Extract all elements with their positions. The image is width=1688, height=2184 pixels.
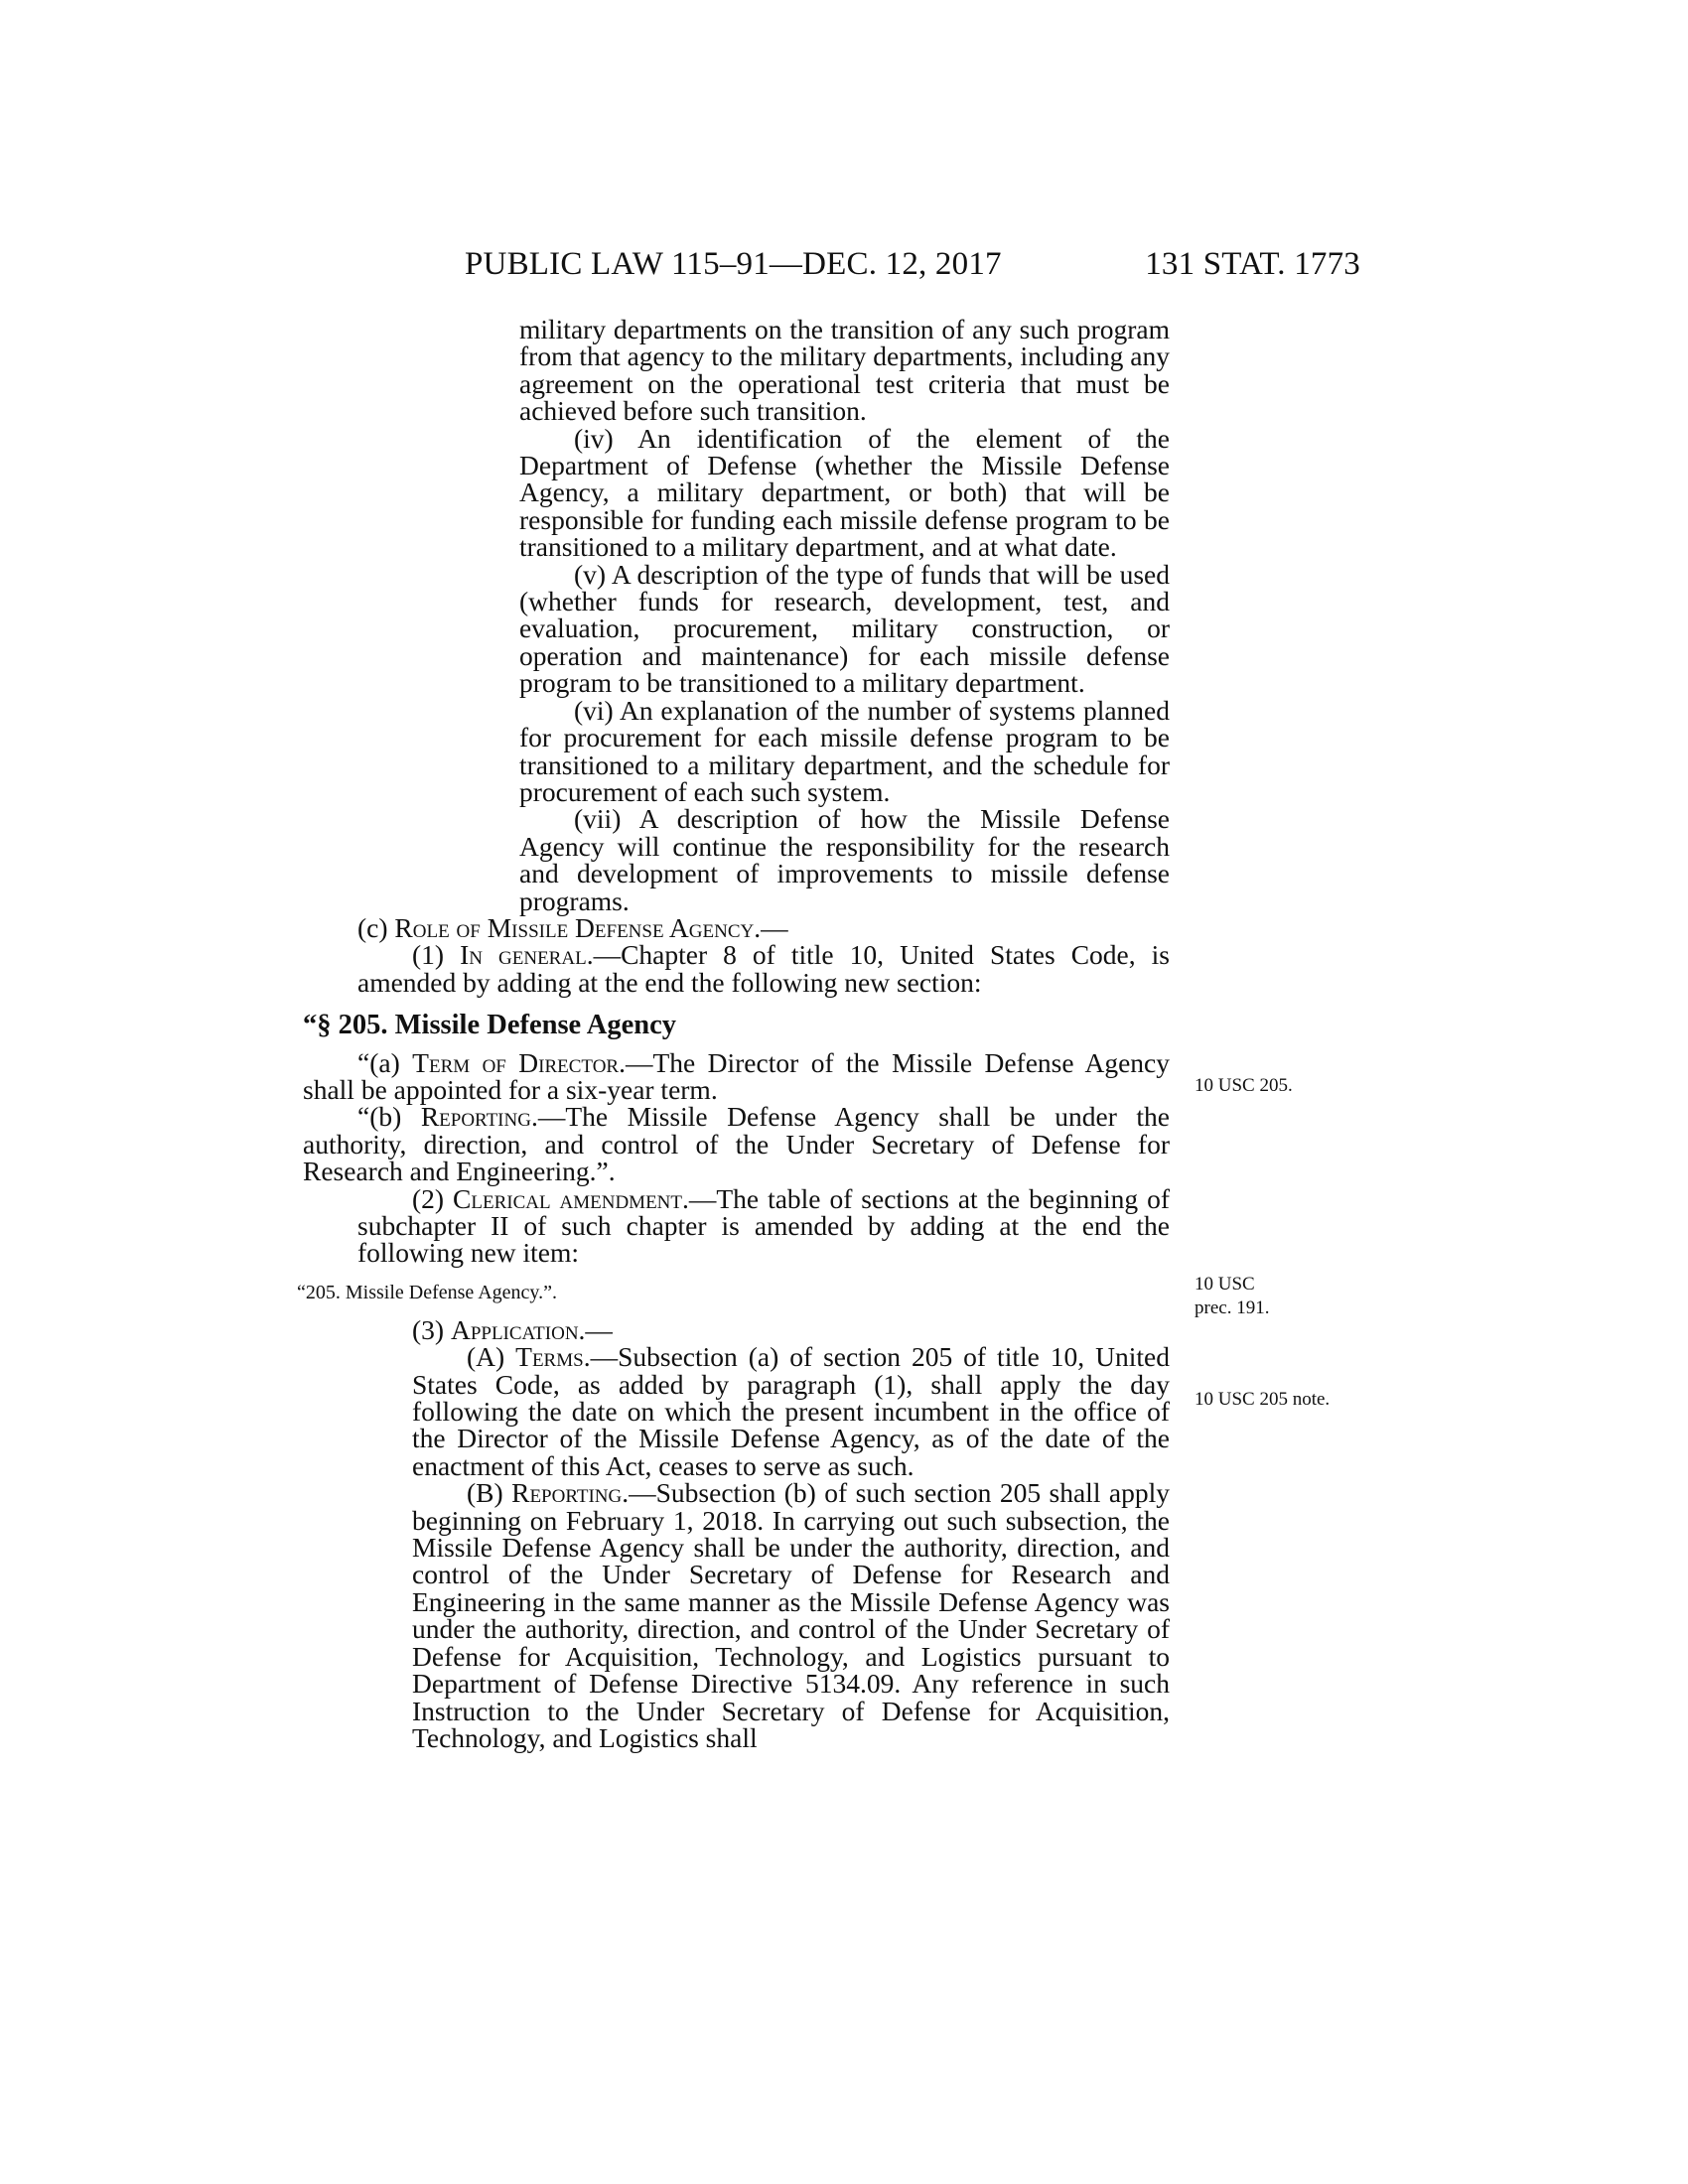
section-205-heading: “§ 205. Missile Defense Agency: [303, 1010, 676, 1041]
paragraph-1-text: .—Chapter 8 of title 10, United States Code, is amended by adding at the end the following new section:: [357, 939, 1170, 998]
clause-vi: (vi) An explanation of the number of systems planned for procurement for each missile defense program to be transitioned to a military department, and the schedule for procurement of each such system.: [519, 694, 1170, 807]
subparagraph-A: [412, 1343, 1170, 1479]
subsection-c-label: (c): [357, 911, 395, 943]
subparagraph-B-label: (B): [467, 1477, 512, 1509]
subsection-c-tail: .—: [754, 911, 788, 943]
clause-iv: (iv) An identification of the element of the Department of Defense (whether the Missile Defense Agency, a military department, or both) that will be responsible for funding each missile defense program to be transitioned to a military department, and at what date.: [519, 422, 1170, 563]
paragraph-3-tail: .—: [578, 1313, 613, 1345]
section-205-a-text: .—The Director of the Missile Defense Agency shall be appointed for a six-year term.: [303, 1046, 1171, 1105]
margin-note-10-usc-205-note: 10 USC 205 note.: [1195, 1389, 1331, 1410]
paragraph-2-text: .—The table of sections at the beginning of subchapter II of such chapter is amended by adding at the end the following new item:: [357, 1182, 1170, 1269]
section-205-a: [303, 1046, 1171, 1105]
section-205-b-heading: Reporting: [420, 1101, 531, 1133]
document-body: [297, 314, 1171, 1753]
section-205-b: [303, 1101, 1170, 1187]
subsection-c: [303, 911, 1170, 943]
subparagraph-A-label: (A): [467, 1341, 516, 1373]
page-citation: 131 STAT. 1773: [1145, 246, 1360, 282]
paragraph-3-heading: Application: [450, 1313, 579, 1345]
paragraph-1: [357, 941, 1170, 996]
subparagraph-A-text: .—Subsection (a) of section 205 of title 10, United States Code, as added by paragraph (1), shall apply the day following the date on which the present incumbent in the office of the Director of the Missile Defense Agency, as of the date of the enactment of this Act, ceases to serve as such.: [412, 1341, 1170, 1481]
section-205-a-heading: Term of Director: [412, 1046, 620, 1078]
clause-v: (v) A description of the type of funds that will be used (whether funds for research, development, test, and evaluation, procurement, military construction, or operation and maintenance) for each missile defense program to be transitioned to a military department.: [519, 558, 1170, 699]
margin-note-10-usc-205: 10 USC 205.: [1195, 1075, 1293, 1096]
paragraph-1-label: (1): [412, 939, 461, 971]
table-of-sections-item: “205. Missile Defense Agency.”.: [297, 1281, 557, 1303]
clause-continuation: military departments on the transition of any such program from that agency to the military departments, including any agreement on the operational test criteria that must be achieved before such transition.: [519, 314, 1170, 427]
subparagraph-A-heading: Terms: [515, 1341, 584, 1373]
paragraph-1-heading: In general: [460, 939, 587, 971]
paragraph-2-heading: Clerical amendment: [453, 1182, 682, 1214]
paragraph-2-label: (2): [412, 1182, 454, 1214]
margin-note-prec-191: prec. 191.: [1195, 1297, 1270, 1318]
paragraph-3-label: (3): [412, 1313, 451, 1345]
subparagraph-B-text: .—Subsection (b) of such section 205 shall apply beginning on February 1, 2018. In carrying out such subsection, the Missile Defense Agency shall be under the authority, direction, and control of the Under Secretary of Defense for Research and Engineering in the same manner as the Missile Defense Agency was under the authority, direction, and control of the Under Secretary of Defense for Acquisition, Technology, and Logistics pursuant to Department of Defense Directive 5134.09. Any reference in such Instruction to the Under Secretary of Defense for Acquisition, Technology, and Logistics shall: [412, 1477, 1170, 1753]
section-205-a-label: “(a): [357, 1046, 413, 1078]
section-205-b-text: .—The Missile Defense Agency shall be under the authority, direction, and control of the Under Secretary of Defense for Research and Engineering.”.: [303, 1101, 1170, 1187]
subparagraph-B: [412, 1479, 1170, 1751]
subsection-c-heading: Role of Missile Defense Agency: [394, 911, 755, 943]
clause-vii: (vii) A description of how the Missile Defense Agency will continue the responsibility for the research and development of improvements to missile defense programs.: [519, 803, 1170, 916]
section-205-b-label: “(b): [357, 1101, 421, 1133]
subparagraph-B-heading: Reporting: [511, 1477, 623, 1509]
paragraph-2: [357, 1182, 1170, 1269]
running-header-left: PUBLIC LAW 115–91—DEC. 12, 2017: [465, 246, 1002, 282]
paragraph-3: [357, 1313, 1170, 1345]
margin-note-10-usc-line1: 10 USC: [1195, 1274, 1255, 1295]
